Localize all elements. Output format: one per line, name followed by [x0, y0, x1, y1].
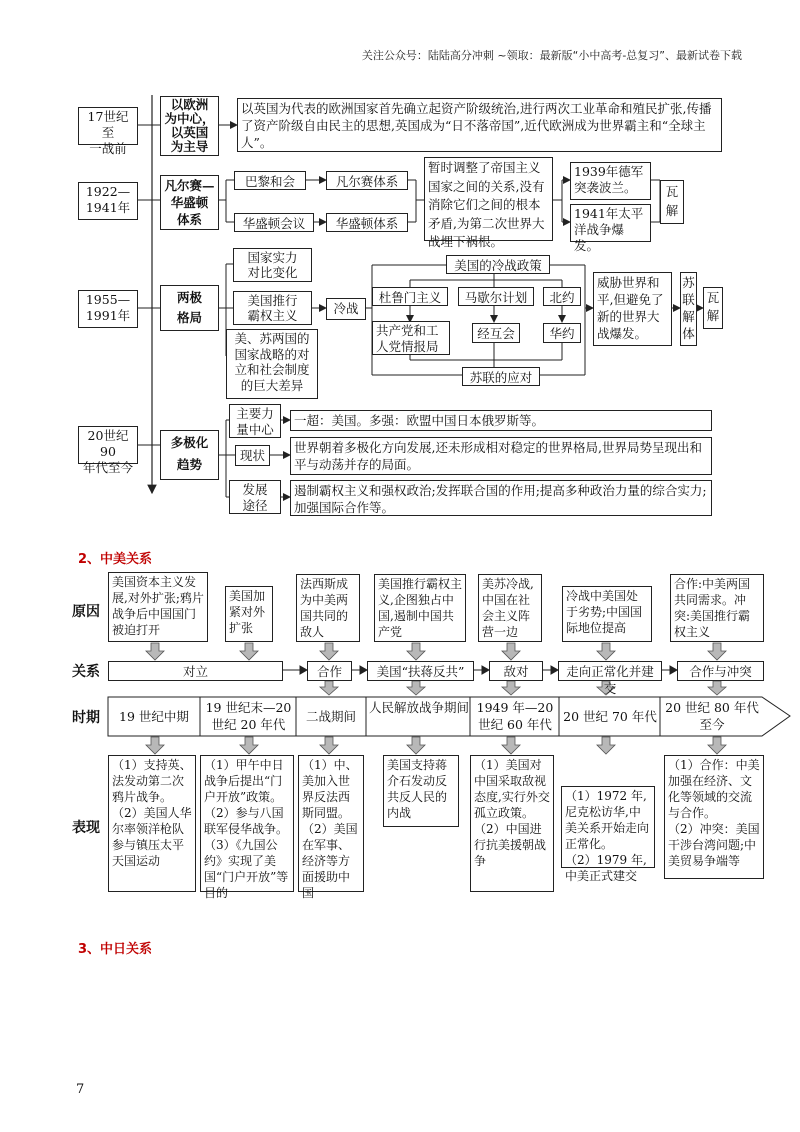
multipolar-desc-3: 遏制霸权主义和强权政治;发挥联合国的作用;提高多种政治力量的综合实力;加强国际合作等。	[290, 480, 712, 516]
page-number: 7	[76, 1082, 85, 1097]
cause-box-6: 冷战中美国处于劣势;中国国际地位提高	[562, 586, 652, 642]
washington-conference: 华盛顿会议	[234, 213, 314, 232]
section-title-sino-us: 2、中美关系	[78, 552, 153, 567]
performance-box-3: （1）中、美加入世界反法西斯同盟。 （2）美国在军事、经济等方面援助中国	[298, 755, 364, 892]
event-pacific: 1941年太平 洋战争爆发。	[570, 204, 651, 242]
topic-versailles: 凡尔赛— 华盛顿 体系	[160, 175, 219, 230]
topic-bipolar: 两极 格局	[160, 285, 219, 331]
multipolar-label-3: 发展 途径	[229, 480, 281, 514]
section-title-sino-japan: 3、中日关系	[78, 942, 153, 957]
topic-multipolar: 多极化 趋势	[160, 430, 219, 480]
nato: 北约	[543, 287, 581, 306]
row-label-cause: 原因	[72, 604, 100, 620]
multipolar-label-1: 主要力 量中心	[229, 404, 281, 438]
soviet-response: 苏联的应对	[462, 367, 540, 386]
relation-box-1: 对立	[108, 661, 283, 681]
topic-europe: 以欧洲 为中心， 以英国 为主导	[160, 96, 219, 156]
performance-box-5: （1）美国对中国采取敌视态度,实行外交孤立政策。 （2）中国进行抗美援朝战争	[470, 755, 554, 892]
cause-box-1: 美国资本主义发展,对外扩张;鸦片战争后中国国门被迫打开	[108, 572, 208, 642]
period-box-3: 1955— 1991年	[78, 290, 138, 328]
cause-box-4: 美国推行霸权主义,企图独占中国,遏制中国共产党	[374, 574, 466, 642]
us-period-3: 二战期间	[305, 709, 356, 724]
cominform: 共产党和工 人党情报局	[372, 321, 450, 355]
us-period-2: 19 世纪末—20 世纪 20 年代	[205, 700, 292, 732]
us-period-1: 19 世纪中期	[119, 709, 189, 724]
performance-box-4: 美国支持蒋介石发动反共反人民的内战	[383, 755, 459, 827]
truman-doctrine: 杜鲁门主义	[372, 287, 448, 306]
multipolar-desc-1: 一超：美国。多强：欧盟中国日本俄罗斯等。	[290, 410, 712, 431]
relation-box-2: 合作	[307, 661, 352, 681]
washington-system: 华盛顿体系	[326, 213, 408, 232]
row-label-performance: 表现	[72, 820, 100, 836]
row-label-relation: 关系	[72, 664, 100, 680]
us-period-4: 人民解放战争期间	[368, 700, 469, 715]
multipolar-desc-2: 世界朝着多极化方向发展,还未形成相对稳定的世界格局,世界局势呈现出和平与动荡并存的局面。	[290, 437, 712, 475]
performance-box-6: （1）1972 年,尼克松访华,中美关系开始走向正常化。 （2）1979 年,中美正式建交	[561, 786, 655, 868]
versailles-description: 暂时调整了帝国主义国家之间的关系,没有消除它们之间的根本矛盾,为第二次世界大战埋下祸根。	[424, 157, 553, 241]
row-label-period: 时期	[72, 710, 100, 726]
us-cold-war-policy: 美国的冷战政策	[446, 255, 550, 274]
comecon: 经互会	[472, 323, 520, 343]
cause-box-7: 合作:中美两国共同需求。冲突:美国推行霸权主义	[670, 574, 764, 642]
period-box-4: 20世纪90 年代至今	[78, 426, 138, 464]
cause-box-3: 法西斯成为中美两国共同的敌人	[296, 574, 360, 642]
period-box-1: 17世纪至 一战前	[78, 107, 138, 145]
ussr-dissolution: 苏 联 解 体	[680, 272, 697, 346]
versailles-collapse: 瓦 解	[660, 180, 684, 224]
paris-conference: 巴黎和会	[234, 171, 306, 190]
us-period-5: 1949 年—20 世纪 60 年代	[476, 700, 554, 732]
page-header: 关注公众号：陆陆高分冲刺 ~领取：最新版“小中高考-总复习”、最新试卷下载	[361, 49, 742, 62]
performance-box-1: （1）支持英、法发动第二次鸦片战争。 （2）美国人华尔率领洋枪队参与镇压太平天国运动	[108, 755, 196, 892]
us-period-7: 20 世纪 80 年代至今	[665, 700, 759, 732]
relation-box-5: 走向正常化并建交	[558, 661, 662, 681]
bipolar-cause-2: 美国推行 霸权主义	[233, 291, 312, 325]
event-poland: 1939年德军 突袭波兰。	[570, 162, 651, 200]
relation-box-4: 敌对	[489, 661, 543, 681]
relation-box-6: 合作与冲突	[677, 661, 764, 681]
cold-war: 冷战	[326, 298, 366, 320]
performance-box-2: （1）甲午中日战争后提出“门户开放”政策。 （2）参与八国联军侵华战争。 （3）《九国公约》实现了美国“门户开放”等目的	[200, 755, 294, 892]
bipolar-cause-1: 国家实力 对比变化	[233, 248, 312, 282]
period-box-2: 1922— 1941年	[78, 182, 138, 220]
bipolar-description: 威胁世界和平,但避免了新的世界大战爆发。	[593, 272, 672, 346]
cause-box-5: 美苏冷战,中国在社会主义阵营一边	[478, 574, 542, 642]
relation-box-3: 美国“扶蒋反共”	[367, 661, 474, 681]
bipolar-cause-3: 美、苏两国的国家战略的对立和社会制度的巨大差异	[226, 329, 318, 399]
marshall-plan: 马歇尔计划	[458, 287, 534, 306]
warsaw-pact: 华约	[543, 323, 581, 343]
cause-box-2: 美国加紧对外扩张	[225, 586, 273, 642]
multipolar-label-2: 现状	[235, 445, 270, 466]
europe-description: 以英国为代表的欧洲国家首先确立起资产阶级统治,进行两次工业革命和殖民扩张,传播了资产阶级自由民主的思想,英国成为“日不落帝国”,近代欧洲成为世界霸主和“全球主人”。	[237, 98, 722, 152]
performance-box-7: （1）合作：中美加强在经济、文化等领域的交流与合作。 （2）冲突：美国干涉台湾问题;中美贸易争端等	[664, 755, 764, 879]
us-period-6: 20 世纪 70 年代	[563, 709, 657, 724]
versailles-system: 凡尔赛体系	[326, 171, 408, 190]
bipolar-collapse: 瓦 解	[703, 287, 723, 329]
